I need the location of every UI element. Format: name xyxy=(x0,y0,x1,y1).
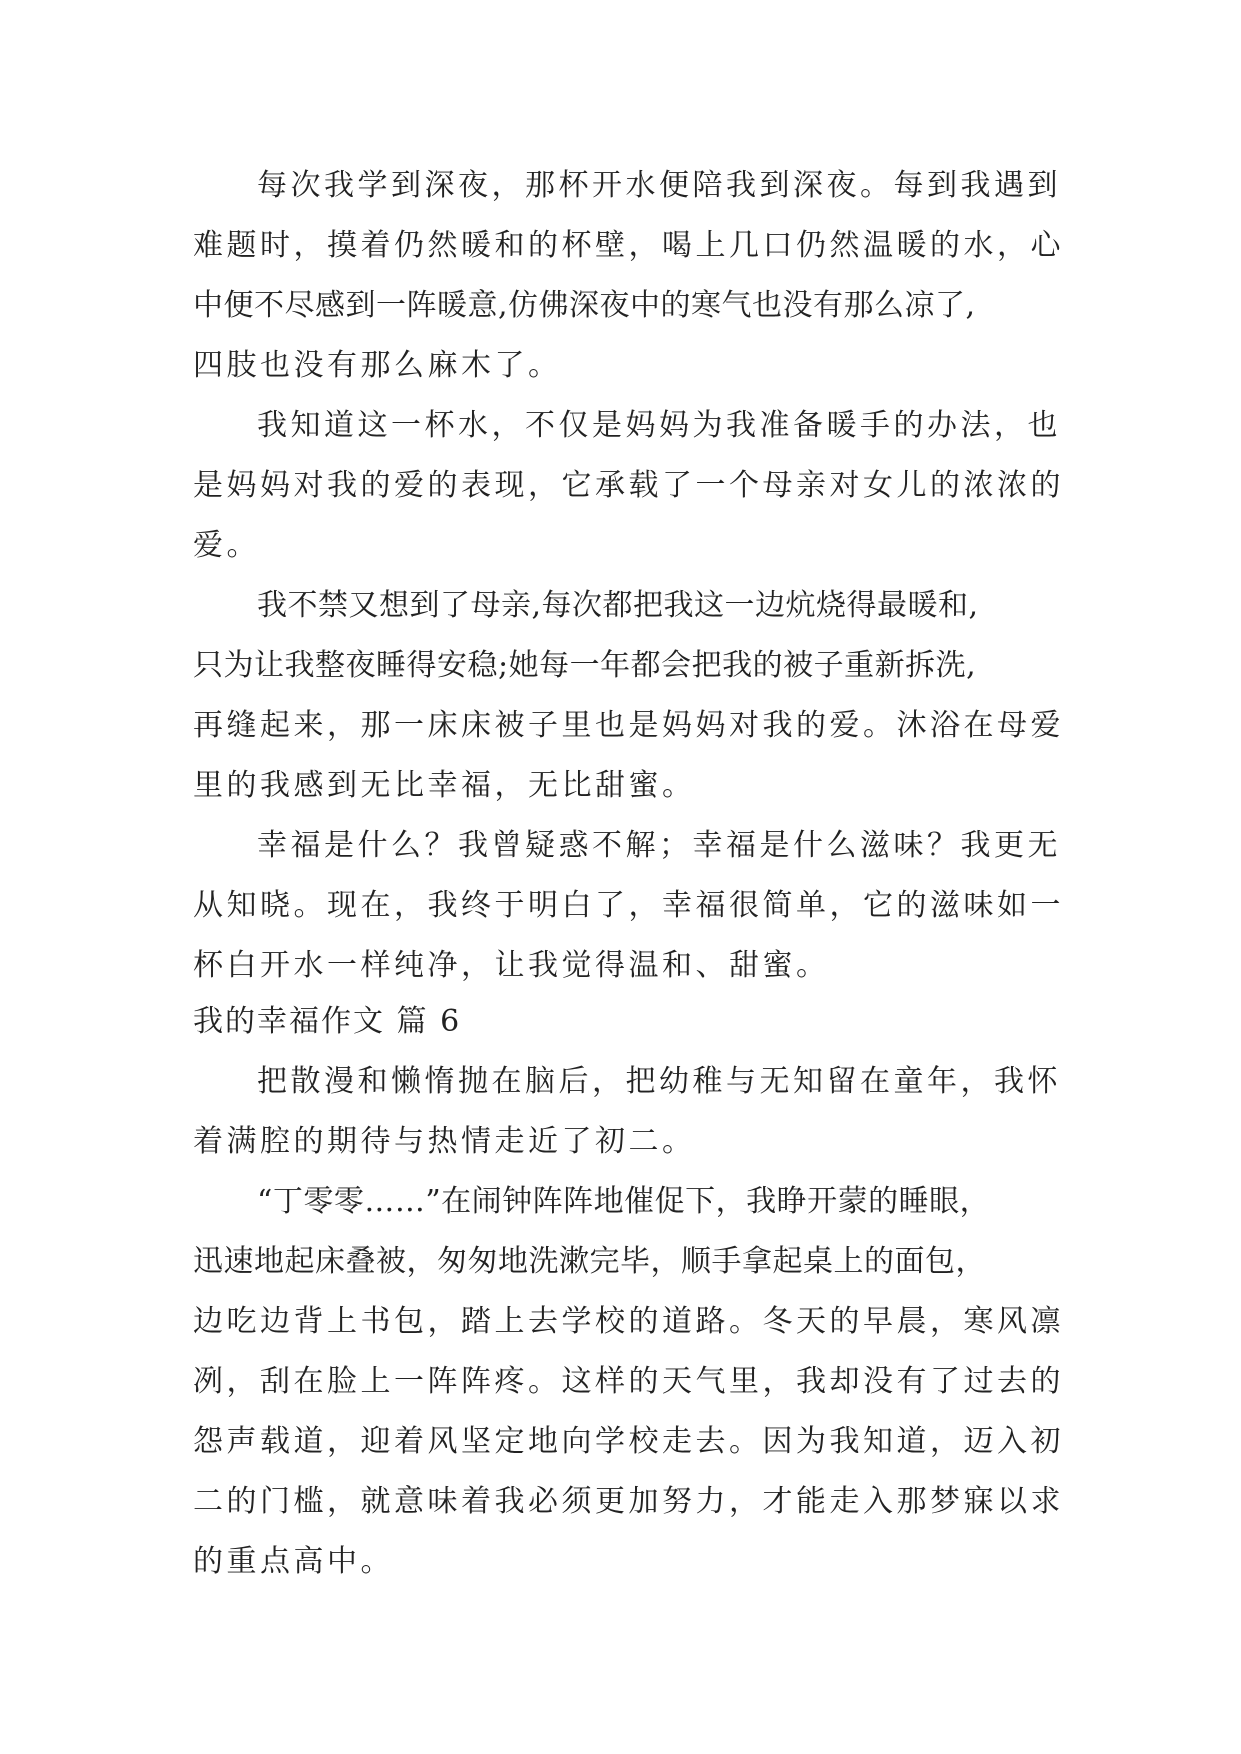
text-line: 把散漫和懒惰抛在脑后，把幼稚与无知留在童年，我怀 xyxy=(257,1064,1061,1099)
section-heading: 我的幸福作文 篇 6 xyxy=(193,1004,462,1039)
text-line: 中便不尽感到一阵暖意,仿佛深夜中的寒气也没有那么凉了, xyxy=(193,288,976,323)
text-line: 迅速地起床叠被，匆匆地洗漱完毕，顺手拿起桌上的面包， xyxy=(193,1244,986,1279)
text-line: 二的门槛，就意味着我必须更加努力，才能走入那梦寐以求 xyxy=(193,1484,1064,1519)
text-line: 再缝起来，那一床床被子里也是妈妈对我的爱。沐浴在母爱 xyxy=(193,708,1064,743)
text-line: 着满腔的期待与热情走近了初二。 xyxy=(193,1124,696,1159)
text-line: 我不禁又想到了母亲,每次都把我这一边炕烧得最暖和, xyxy=(257,588,979,623)
text-line: 四肢也没有那么麻木了。 xyxy=(193,348,562,383)
text-line: 从知晓。现在，我终于明白了，幸福很简单，它的滋味如一 xyxy=(193,888,1064,923)
text-line: 难题时，摸着仍然暖和的杯壁，喝上几口仍然温暖的水，心 xyxy=(193,228,1064,263)
text-line: 里的我感到无比幸福，无比甜蜜。 xyxy=(193,768,696,803)
text-line: 每次我学到深夜，那杯开水便陪我到深夜。每到我遇到 xyxy=(257,168,1061,203)
text-line: 冽，刮在脸上一阵阵疼。这样的天气里，我却没有了过去的 xyxy=(193,1364,1064,1399)
text-line: 我知道这一杯水，不仅是妈妈为我准备暖手的办法，也 xyxy=(257,408,1061,443)
text-line: 爱。 xyxy=(193,528,260,563)
text-line: 的重点高中。 xyxy=(193,1544,394,1579)
text-line: 边吃边背上书包，踏上去学校的道路。冬天的早晨，寒风凛 xyxy=(193,1304,1064,1339)
text-line: 是妈妈对我的爱的表现，它承载了一个母亲对女儿的浓浓的 xyxy=(193,468,1064,503)
text-line: 只为让我整夜睡得安稳;她每一年都会把我的被子重新拆洗, xyxy=(193,648,977,683)
text-line: 幸福是什么？我曾疑惑不解；幸福是什么滋味？我更无 xyxy=(257,828,1061,863)
text-line: 怨声载道，迎着风坚定地向学校走去。因为我知道，迈入初 xyxy=(193,1424,1064,1459)
text-line: 杯白开水一样纯净，让我觉得温和、甜蜜。 xyxy=(193,948,830,983)
text-line: “丁零零……”在闹钟阵阵地催促下，我睁开蒙的睡眼， xyxy=(257,1184,991,1219)
